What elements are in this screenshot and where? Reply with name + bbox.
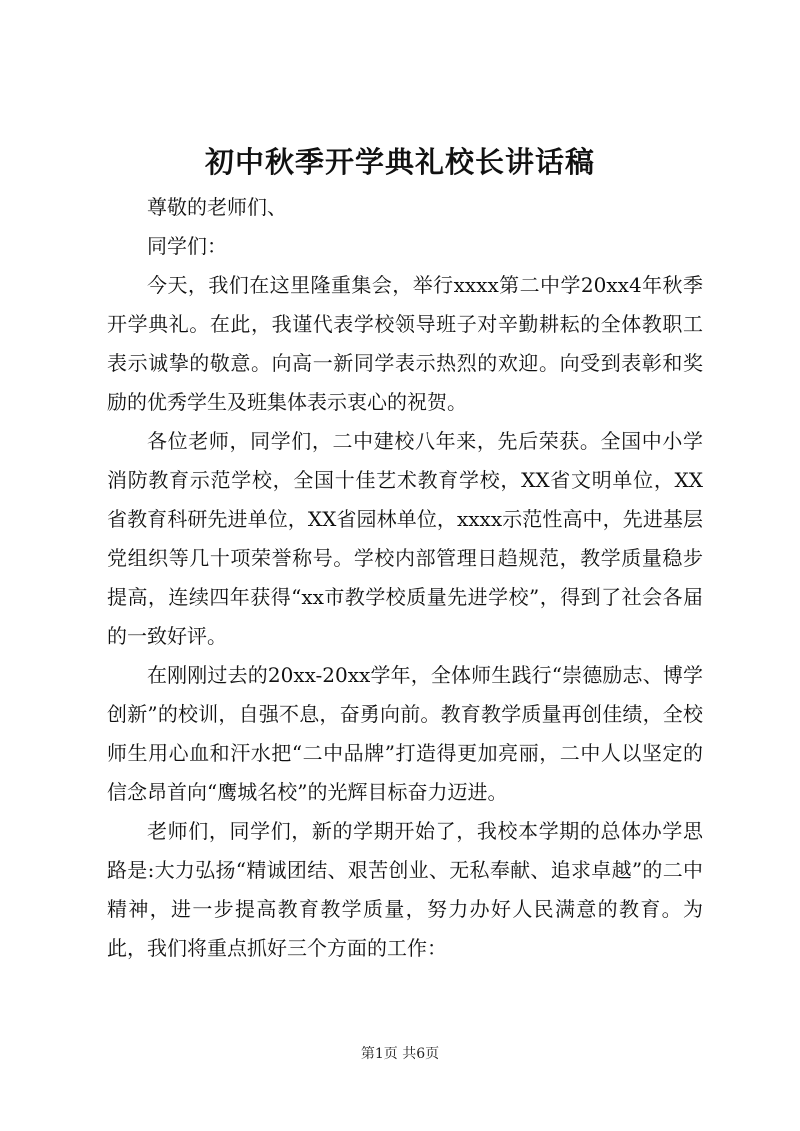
document-body <box>107 188 703 968</box>
paragraph-2: 各位老师，同学们，二中建校八年来，先后荣获。全国中小学消防教育示范学校，全国十佳艺术教育学校，XX省文明单位，XX省教育科研先进单位，XX省园林单位，xxxx示范性高中，先进基层党组织等几十项荣誉称号。学校内部管理日趋规范，教学质量稳步提高，连续四年获得“xx市教学校质量先进学校”，得到了社会各届的一致好评。 <box>107 429 703 648</box>
document-title: 初中秋季开学典礼校长讲话稿 <box>204 145 595 179</box>
salutation-line-2: 同学们： <box>147 234 227 258</box>
salutation-line-1: 尊敬的老师们、 <box>147 195 287 219</box>
paragraph-1: 今天，我们在这里隆重集会，举行xxxx第二中学20xx4年秋季开学典礼。在此，我谨代表学校领导班子对辛勤耕耘的全体教职工表示诚挚的敬意。向高一新同学表示热烈的欢迎。向受到表彰和奖励的优秀学生及班集体表示衷心的祝贺。 <box>107 273 703 414</box>
page-number-footer: 第1页 共6页 <box>360 1046 440 1062</box>
paragraph-3: 在刚刚过去的20xx-20xx学年，全体师生践行“崇德励志、博学创新”的校训，自强不息，奋勇向前。教育教学质量再创佳绩，全校师生用心血和汗水把“二中品牌”打造得更加亮丽，二中人以坚定的信念昂首向“鹰城名校”的光辉目标奋力迈进。 <box>107 663 703 804</box>
paragraph-4: 老师们，同学们，新的学期开始了，我校本学期的总体办学思路是:大力弘扬“精诚团结、艰苦创业、无私奉献、追求卓越”的二中精神，进一步提高教育教学质量，努力办好人民满意的教育。为此，我们将重点抓好三个方面的工作： <box>107 819 703 960</box>
